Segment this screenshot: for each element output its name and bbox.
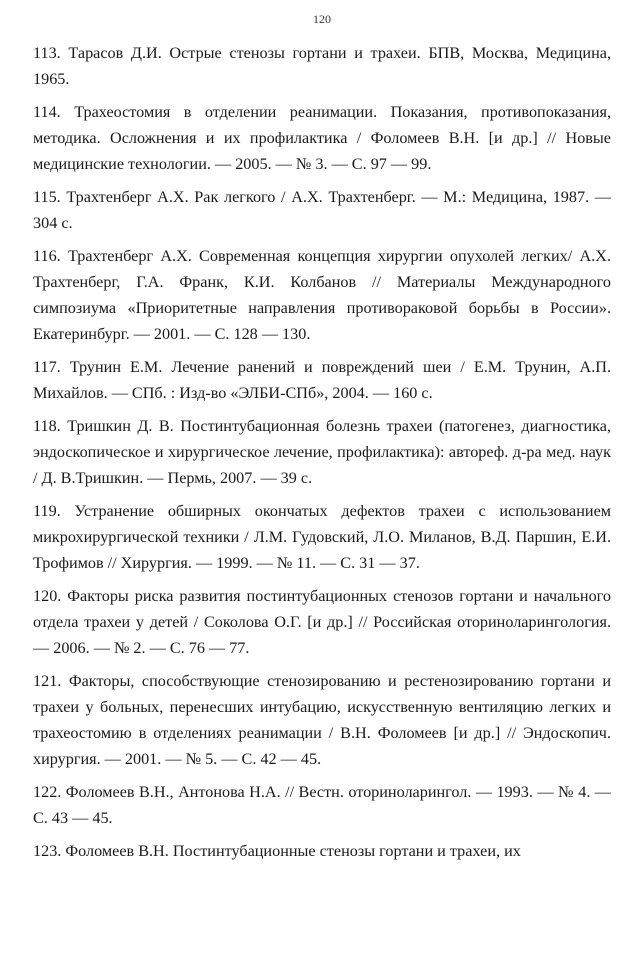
reference-list — [33, 40, 611, 871]
reference-item: 116. Трахтенберг А.Х. Современная концепция хирургии опухолей легких/ А.Х. Трахтенберг, Г.А. Франк, К.И. Колбанов // Материалы Международного симпозиума «Приоритетные направления противораковой борьбы в России». Екатеринбург. — 2001. — С. 128 — 130. — [33, 247, 611, 343]
reference-item: 117. Трунин Е.М. Лечение ранений и повреждений шеи / Е.М. Трунин, А.П. Михайлов. — СПб. : Изд-во «ЭЛБИ-СПб», 2004. — 160 с. — [33, 358, 611, 402]
reference-item: 118. Тришкин Д. В. Постинтубационная болезнь трахеи (патогенез, диагностика, эндоскопическое и хирургическое лечение, профилактика): автореф. д-ра мед. наук / Д. В.Тришкин. — Пермь, 2007. — 39 с. — [33, 417, 611, 487]
reference-item: 113. Тарасов Д.И. Острые стенозы гортани и трахеи. БПВ, Москва, Медицина, 1965. — [33, 44, 611, 88]
reference-item: 114. Трахеостомия в отделении реанимации. Показания, противопоказания, методика. Осложнения и их профилактика / Фоломеев В.Н. [и др.] // Новые медицинские технологии. — 2005. — № 3. — С. 97 — 99. — [33, 103, 611, 173]
reference-item: 119. Устранение обширных окончатых дефектов трахеи с использованием микрохирургической техники / Л.М. Гудовский, Л.О. Миланов, В.Д. Паршин, Е.И. Трофимов // Хирургия. — 1999. — № 11. — С. 31 — 37. — [33, 502, 611, 572]
page-number: 120 — [313, 12, 331, 26]
reference-item: 120. Факторы риска развития постинтубационных стенозов гортани и начального отдела трахеи у детей / Соколова О.Г. [и др.] // Российская оториноларингология. — 2006. — № 2. — С. 76 — 77. — [33, 587, 611, 657]
reference-item: 123. Фоломеев В.Н. Постинтубационные стенозы гортани и трахеи, их — [33, 842, 521, 860]
reference-item: 121. Факторы, способствующие стенозированию и рестенозированию гортани и трахеи у больных, перенесших интубацию, искусственную вентиляцию легких и трахеостомию в отделениях реанимации / В.Н. Фоломеев [и др.] // Эндоскопич. хирургия. — 2001. — № 5. — С. 42 — 45. — [33, 672, 611, 768]
reference-item: 115. Трахтенберг А.Х. Рак легкого / А.Х. Трахтенберг. — М.: Медицина, 1987. — 304 с. — [33, 188, 611, 232]
reference-item: 122. Фоломеев В.Н., Антонова Н.А. // Вестн. оториноларингол. — 1993. — № 4. — С. 43 — 45. — [33, 783, 611, 827]
